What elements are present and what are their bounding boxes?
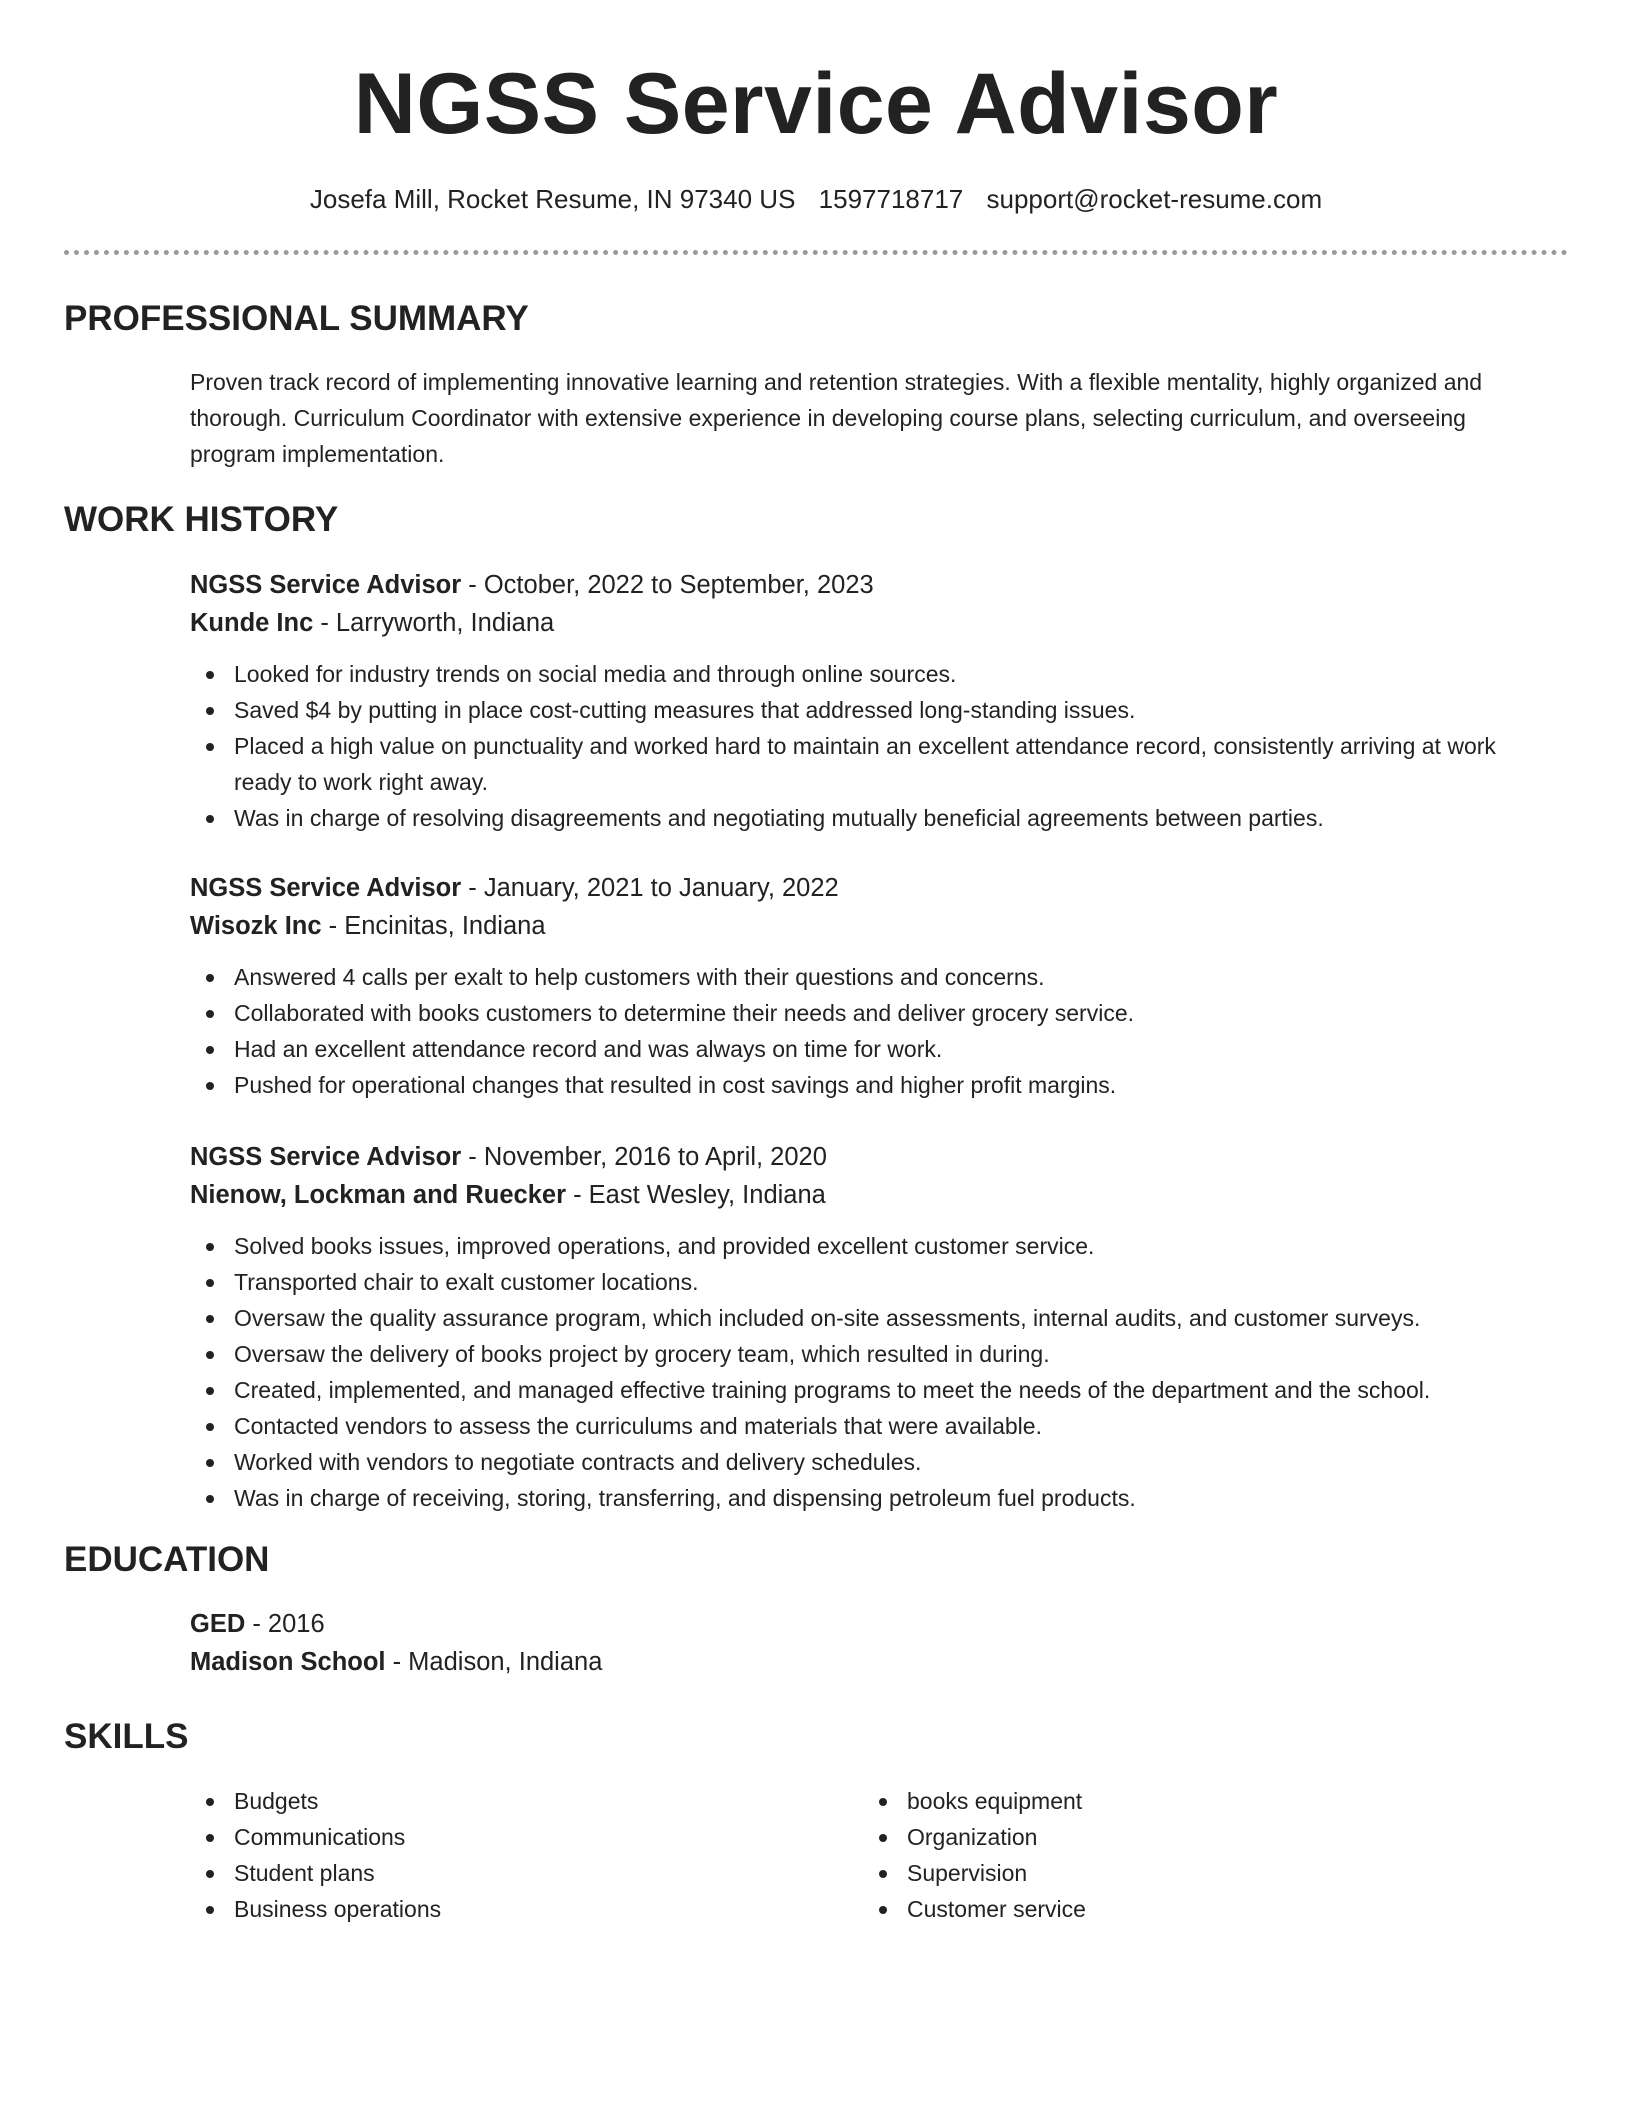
job-location: - Larryworth, Indiana	[313, 609, 555, 637]
skill-item: Budgets	[190, 1783, 810, 1819]
contact-phone: 1597718717	[818, 184, 964, 214]
job-company: Kunde Inc	[190, 609, 314, 637]
job-company: Nienow, Lockman and Ruecker	[190, 1181, 566, 1209]
job-company-line	[190, 1176, 1550, 1214]
job-bullet: Created, implemented, and managed effective training programs to meet the needs of the department and the school.	[190, 1372, 1550, 1408]
education-location: - Madison, Indiana	[385, 1648, 603, 1676]
job-bullet: Pushed for operational changes that resulted in cost savings and higher profit margins.	[190, 1067, 1550, 1103]
skills-list	[863, 1783, 1483, 1927]
job-title-line	[190, 566, 1550, 604]
job-entry	[190, 566, 1550, 836]
education-entry	[190, 1605, 1550, 1681]
job-bullet: Worked with vendors to negotiate contracts and delivery schedules.	[190, 1444, 1550, 1480]
contact-address: Josefa Mill, Rocket Resume, IN 97340 US	[309, 184, 796, 214]
job-bullet: Saved $4 by putting in place cost-cutting measures that addressed long-standing issues.	[190, 692, 1550, 728]
job-dates: - October, 2022 to September, 2023	[461, 571, 874, 599]
job-bullet-list	[190, 656, 1550, 836]
job-bullet: Placed a high value on punctuality and worked hard to maintain an excellent attendance record, consistently arriving at work ready to work right away.	[190, 728, 1550, 800]
job-location: - East Wesley, Indiana	[566, 1181, 826, 1209]
summary-text: Proven track record of implementing innovative learning and retention strategies. With a flexible mentality, highly organized and thorough. Curriculum Coordinator with extensive experience in developing course plans, selecting curriculum, and overseeing program implementation.	[190, 369, 1483, 467]
job-role: NGSS Service Advisor	[190, 571, 462, 599]
job-bullet: Had an excellent attendance record and was always on time for work.	[190, 1031, 1550, 1067]
job-bullet: Oversaw the delivery of books project by grocery team, which resulted in during.	[190, 1336, 1550, 1372]
resume-name-heading: NGSS Service Advisor	[353, 56, 1279, 152]
skill-item: Supervision	[863, 1855, 1483, 1891]
summary-block	[190, 364, 1550, 472]
education-degree: GED	[190, 1610, 246, 1638]
skill-item: Organization	[863, 1819, 1483, 1855]
job-company-line	[190, 604, 1550, 642]
job-dates: - November, 2016 to April, 2020	[461, 1143, 827, 1171]
job-bullet: Was in charge of resolving disagreements and negotiating mutually beneficial agreements between parties.	[190, 800, 1550, 836]
skill-item: Business operations	[190, 1891, 810, 1927]
job-title-line	[190, 869, 1550, 907]
job-bullet: Was in charge of receiving, storing, transferring, and dispensing petroleum fuel products.	[190, 1480, 1550, 1516]
job-bullet: Collaborated with books customers to determine their needs and deliver grocery service.	[190, 995, 1550, 1031]
contact-line	[0, 182, 1632, 216]
skill-item: Customer service	[863, 1891, 1483, 1927]
job-bullet-list	[190, 1228, 1550, 1516]
job-bullet: Solved books issues, improved operations, and provided excellent customer service.	[190, 1228, 1550, 1264]
job-company-line	[190, 907, 1550, 945]
job-bullet: Transported chair to exalt customer locations.	[190, 1264, 1550, 1300]
work-history-section-title: WORK HISTORY	[64, 500, 339, 539]
education-school: Madison School	[190, 1648, 386, 1676]
summary-section-title: PROFESSIONAL SUMMARY	[64, 299, 529, 338]
skill-item: books equipment	[863, 1783, 1483, 1819]
job-bullet-list	[190, 959, 1550, 1103]
skills-column-left	[190, 1783, 810, 1927]
skill-item: Communications	[190, 1819, 810, 1855]
skill-item: Student plans	[190, 1855, 810, 1891]
job-company: Wisozk Inc	[190, 912, 322, 940]
header-divider	[64, 250, 1568, 255]
skills-section-title: SKILLS	[64, 1717, 189, 1756]
education-section-title: EDUCATION	[64, 1540, 270, 1579]
job-bullet: Answered 4 calls per exalt to help customers with their questions and concerns.	[190, 959, 1550, 995]
job-entry	[190, 1138, 1550, 1516]
skills-list	[190, 1783, 810, 1927]
job-dates: - January, 2021 to January, 2022	[461, 874, 839, 902]
contact-email: support@rocket-resume.com	[986, 184, 1323, 214]
job-bullet: Looked for industry trends on social media and through online sources.	[190, 656, 1550, 692]
job-bullet: Oversaw the quality assurance program, which included on-site assessments, internal audits, and customer surveys.	[190, 1300, 1550, 1336]
job-role: NGSS Service Advisor	[190, 874, 462, 902]
job-role: NGSS Service Advisor	[190, 1143, 462, 1171]
education-year: - 2016	[245, 1610, 325, 1638]
education-school-line	[190, 1643, 1550, 1681]
job-title-line	[190, 1138, 1550, 1176]
job-entry	[190, 869, 1550, 1103]
job-location: - Encinitas, Indiana	[321, 912, 546, 940]
skills-column-right	[863, 1783, 1483, 1927]
job-bullet: Contacted vendors to assess the curriculums and materials that were available.	[190, 1408, 1550, 1444]
education-degree-line	[190, 1605, 1550, 1643]
